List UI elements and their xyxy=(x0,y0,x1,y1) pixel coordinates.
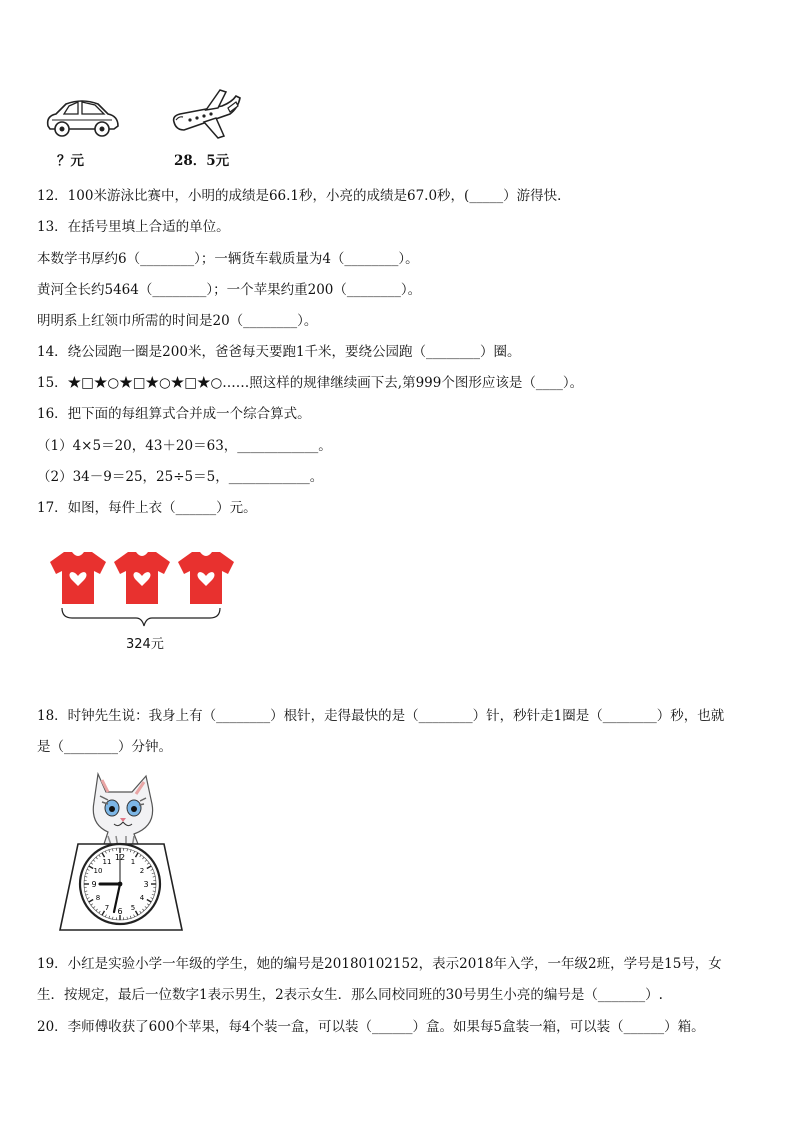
clock-number: 6 xyxy=(117,907,123,916)
clock-number: 3 xyxy=(143,880,149,889)
question-12: 12．100米游泳比赛中，小明的成绩是66.1秒，小亮的成绩是67.0秒，(_____）游得快． xyxy=(37,188,571,204)
question-13-title: 13．在括号里填上合适的单位。 xyxy=(37,219,230,235)
question-13-line-2: 黄河全长约5464（________）；一个苹果约重200（________）。 xyxy=(37,282,422,298)
airplane-icon xyxy=(170,86,242,142)
plane-price: 28．5元 xyxy=(174,153,230,169)
clock-number: 7 xyxy=(104,904,110,912)
total-brace xyxy=(62,608,220,626)
question-16-line-2: （2）34－9＝25，25÷5＝5，____________。 xyxy=(37,469,324,485)
shirts-total-label: 324元 xyxy=(126,637,164,652)
clock-number: 9 xyxy=(91,880,97,889)
clock-number: 10 xyxy=(93,867,103,875)
clock-number: 1 xyxy=(130,858,136,866)
car-price: ？元 xyxy=(57,153,84,169)
shirt-icon xyxy=(178,552,234,604)
shirt-icon xyxy=(50,552,106,604)
question-16-title: 16．把下面的每组算式合并成一个综合算式。 xyxy=(37,406,311,422)
clock-number: 8 xyxy=(95,894,101,902)
shirt-icon xyxy=(114,552,170,604)
question-19-line-2: 生．按规定，最后一位数字1表示男生，2表示女生．那么同校同班的30号男生小亮的编号是（_______）. xyxy=(37,987,663,1003)
clock-icon xyxy=(60,844,182,930)
clock-number: 4 xyxy=(139,894,145,902)
clock-number: 2 xyxy=(139,867,145,875)
car-icon xyxy=(42,96,122,140)
question-15: 15．★□★○★□★○★□★○……照这样的规律继续画下去,第999个图形应该是（____）。 xyxy=(37,375,584,391)
question-20: 20．李师傅收获了600个苹果，每4个装一盒，可以装（______）盒。如果每5盒装一箱，可以装（______）箱。 xyxy=(37,1019,705,1035)
question-13-line-1: 本数学书厚约6（________）；一辆货车载质量为4（________）。 xyxy=(37,251,419,267)
question-14: 14．绕公园跑一圈是200米，爸爸每天要跑1千米，要绕公园跑（________）圈。 xyxy=(37,344,521,360)
question-17: 17．如图，每件上衣（______）元。 xyxy=(37,500,257,516)
cat-clock-figure xyxy=(56,770,186,934)
question-16-line-1: （1）4×5＝20，43＋20＝63，____________。 xyxy=(37,438,332,454)
question-18-line-2: 是（________）分钟。 xyxy=(37,739,172,755)
question-13-line-3: 明明系上红领巾所需的时间是20（________）。 xyxy=(37,313,318,329)
clock-number: 12 xyxy=(114,853,126,862)
clock-number: 5 xyxy=(130,904,136,912)
question-19-line-1: 19．小红是实验小学一年级的学生，她的编号是20180102152，表示2018年入学，一年级2班，学号是15号，女 xyxy=(37,956,722,972)
question-18-line-1: 18．时钟先生说：我身上有（________）根针，走得最快的是（________）针，秒针走1圈是（________）秒，也就 xyxy=(37,708,725,724)
clock-number: 11 xyxy=(102,858,112,866)
cat-icon xyxy=(93,774,152,848)
